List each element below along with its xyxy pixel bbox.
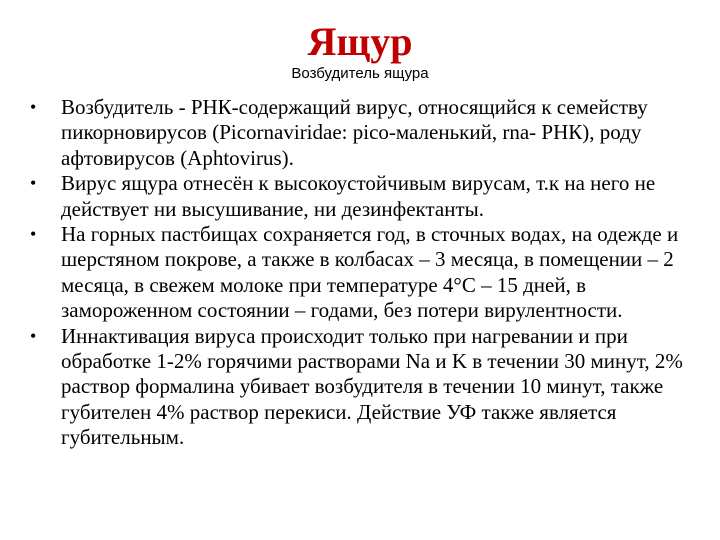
list-item-text: Возбудитель - РНК-содержащий вирус, относящийся к семейству пикорновирусов (Picornaviridae: pico-маленький, rna- РНК), роду афтовирусов (Aphtovirus). [61, 95, 648, 170]
list-item [30, 171, 690, 222]
list-item-text: На горных пастбищах сохраняется год, в сточных водах, на одежде и шерстяном покрове, а также в колбасах – 3 месяца, в помещении – 2 месяца, в свежем молоке при температуре 4°С – 15 дней, в замороженном состоянии – годами, без потери вирулентности. [61, 222, 679, 323]
bullet-icon: • [30, 224, 37, 245]
bullet-icon: • [30, 173, 37, 194]
bullet-icon: • [30, 325, 37, 346]
page-subtitle: Возбудитель ящура [291, 65, 429, 82]
list-item-text: Вирус ящура отнесён к высокоустойчивым вирусам, т.к на него не действует ни высушивание, ни дезинфектанты. [61, 171, 656, 221]
bullet-icon: • [30, 97, 37, 117]
list-item [30, 324, 690, 451]
list-item [30, 222, 690, 324]
list-item [30, 95, 690, 171]
bullet-list [30, 95, 690, 451]
page-title: Ящур [307, 19, 413, 64]
list-item-text: Иннактивация вируса происходит только при нагревании и при обработке 1-2% горячими растворами Na и K в течении 30 минут, 2% раствор формалина убивает возбудителя в течении 10 минут, также губителен 4% раствор перекиси. Действие УФ также является губительным. [61, 323, 683, 450]
